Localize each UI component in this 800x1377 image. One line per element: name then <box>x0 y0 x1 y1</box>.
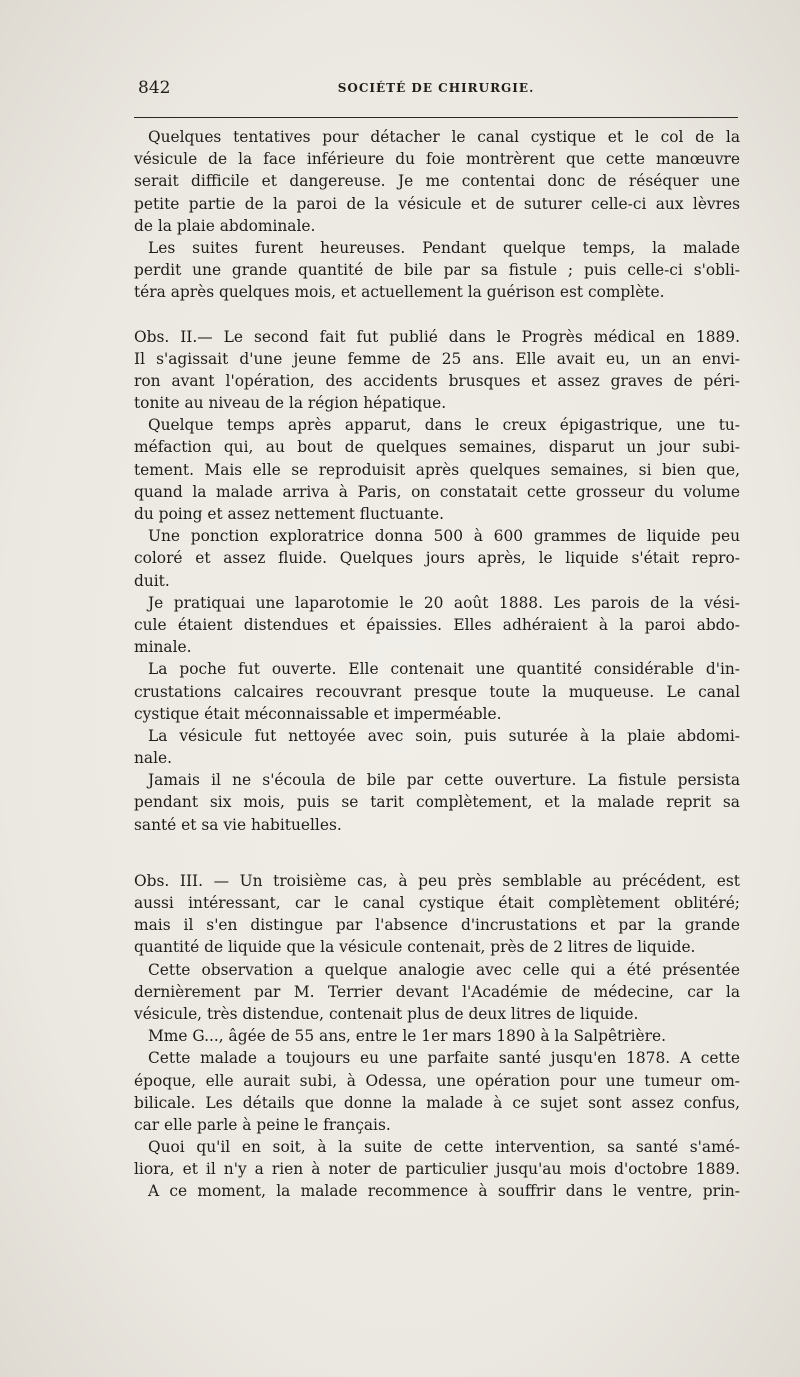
text-line: Mme G..., âgée de 55 ans, entre le 1er mars 1890 à la Salpêtrière. <box>148 1027 666 1046</box>
text-line: tonite au niveau de la région hépatique. <box>134 394 447 413</box>
text-line: Cette observation a quelque analogie avec celle qui a été présentée <box>148 960 740 979</box>
text-line: nale. <box>134 749 173 768</box>
text-line: bilicale. Les détails que donne la malade à ce sujet sont assez confus, <box>134 1093 740 1112</box>
text-line: coloré et assez fluide. Quelques jours après, le liquide s'était repro- <box>134 549 740 568</box>
text-line: pendant six mois, puis se tarit complètement, et la malade reprit sa <box>134 793 740 812</box>
text-line: vésicule de la face inférieure du foie montrèrent que cette manœuvre <box>134 150 740 169</box>
text-line: Quoi qu'il en soit, à la suite de cette intervention, sa santé s'amé- <box>148 1138 740 1157</box>
text-line: téra après quelques mois, et actuellement la guérison est complète. <box>134 283 665 302</box>
page-number: 842 <box>138 78 171 98</box>
section-gap <box>134 836 740 870</box>
text-line: La poche fut ouverte. Elle contenait une quantité considérable d'in- <box>148 660 740 679</box>
text-line: petite partie de la paroi de la vésicule et de suturer celle-ci aux lèvres <box>134 194 740 213</box>
text-line: Quelque temps après apparut, dans le creux épigastrique, une tu- <box>148 416 740 435</box>
text-line: duit. <box>134 571 170 590</box>
running-title: SOCIÉTÉ DE CHIRURGIE. <box>337 81 535 95</box>
text-line: minale. <box>134 638 192 657</box>
text-line: cystique était méconnaissable et imperméable. <box>134 704 502 723</box>
text-line: aussi intéressant, car le canal cystique était complètement oblitéré; <box>134 894 740 912</box>
text-line: Jamais il ne s'écoula de bile par cette ouverture. La fistule persista <box>148 771 740 790</box>
section-gap <box>134 304 740 326</box>
text-line: Une ponction exploratrice donna 500 à 600 grammes de liquide peu <box>148 527 740 546</box>
text-line: du poing et assez nettement fluctuante. <box>134 505 444 523</box>
text-line: Quelques tentatives pour détacher le canal cystique et le col de la <box>148 128 740 146</box>
text-line: tement. Mais elle se reproduisit après quelques semaines, si bien que, <box>134 460 740 479</box>
obs-ii-heading-line: Obs. II.— Le second fait fut publié dans le Progrès médical en 1889. <box>134 327 740 346</box>
text-line: de la plaie abdominale. <box>134 216 316 235</box>
text-line: serait difficile et dangereuse. Je me contentai donc de réséquer une <box>134 172 740 191</box>
text-line: liora, et il n'y a rien à noter de particulier jusqu'au mois d'octobre 1889. <box>134 1160 740 1179</box>
text-line: car elle parle à peine le français. <box>134 1115 391 1134</box>
text-line: ron avant l'opération, des accidents brusques et assez graves de péri- <box>134 371 740 390</box>
text-line: époque, elle aurait subi, à Odessa, une opération pour une tumeur om- <box>134 1071 740 1090</box>
page-header <box>134 78 738 102</box>
text-line: crustations calcaires recouvrant presque toute la muqueuse. Le canal <box>134 682 740 701</box>
text-line: mais il s'en distingue par l'absence d'incrustations et par la grande <box>134 916 740 935</box>
text-line: Il s'agissait d'une jeune femme de 25 ans. Elle avait eu, un an envi- <box>134 349 740 368</box>
text-line: santé et sa vie habituelles. <box>134 815 342 834</box>
text-line: A ce moment, la malade recommence à souffrir dans le ventre, prin- <box>148 1182 740 1201</box>
obs-iii-heading-line: Obs. III. — Un troisième cas, à peu près semblable au précédent, est <box>134 871 740 890</box>
text-line: quand la malade arriva à Paris, on constatait cette grosseur du volume <box>134 482 740 501</box>
text-line: quantité de liquide que la vésicule contenait, près de 2 litres de liquide. <box>134 938 696 957</box>
text-line: perdit une grande quantité de bile par sa fistule ; puis celle-ci s'obli- <box>134 261 740 280</box>
text-line: dernièrement par M. Terrier devant l'Académie de médecine, car la <box>134 982 740 1001</box>
body-text <box>134 126 740 1203</box>
text-line: Je pratiquai une laparotomie le 20 août 1888. Les parois de la vési- <box>148 593 740 612</box>
text-line: vésicule, très distendue, contenait plus de deux litres de liquide. <box>134 1004 639 1023</box>
text-line: méfaction qui, au bout de quelques semaines, disparut un jour subi- <box>134 438 740 457</box>
header-rule <box>134 117 738 118</box>
text-line: La vésicule fut nettoyée avec soin, puis suturée à la plaie abdomi- <box>148 726 740 745</box>
text-line: Les suites furent heureuses. Pendant quelque temps, la malade <box>148 238 740 257</box>
text-line: Cette malade a toujours eu une parfaite santé jusqu'en 1878. A cette <box>148 1049 740 1068</box>
text-line: cule étaient distendues et épaissies. Elles adhéraient à la paroi abdo- <box>134 615 740 634</box>
